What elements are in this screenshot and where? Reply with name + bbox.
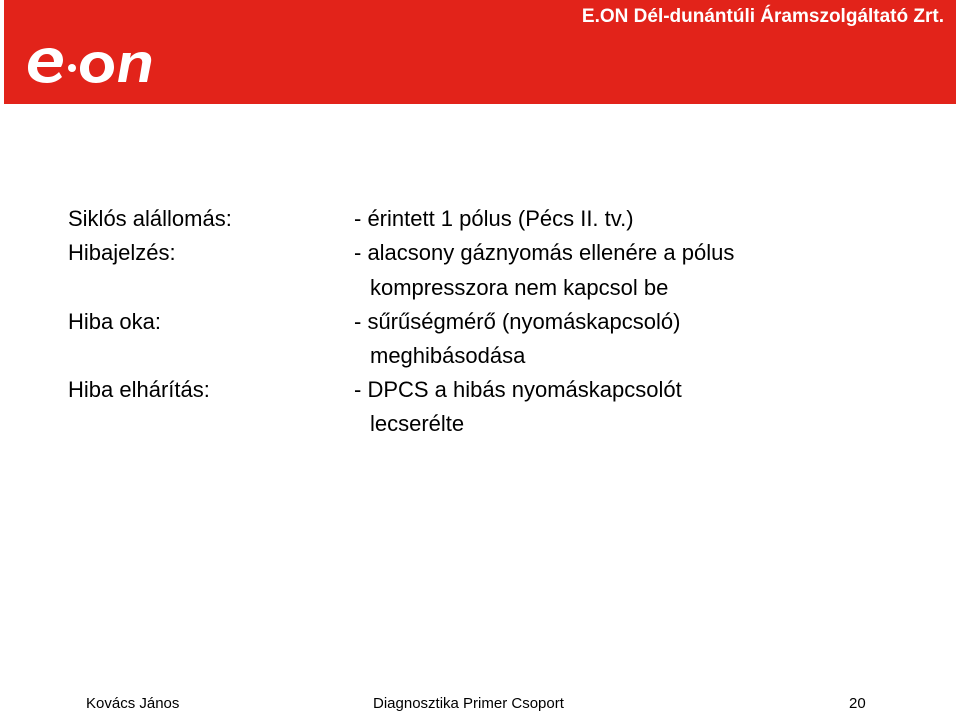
footer-author: Kovács János xyxy=(86,695,180,712)
label-fault-signal: Hibajelzés: xyxy=(68,240,176,265)
row-fault-repair xyxy=(0,373,960,407)
label-fault-repair: Hiba elhárítás: xyxy=(68,377,210,402)
header-bar xyxy=(4,0,956,104)
value-station: - érintett 1 pólus (Pécs II. tv.) xyxy=(354,206,634,231)
row-fault-cause-cont xyxy=(0,339,960,373)
value-fault-repair: - DPCS a hibás nyomáskapcsolót xyxy=(354,377,682,402)
footer-group: Diagnosztika Primer Csoport xyxy=(373,695,564,712)
eon-logo xyxy=(24,42,154,86)
label-fault-cause: Hiba oka: xyxy=(68,309,161,334)
value-fault-signal-cont: kompresszora nem kapcsol be xyxy=(370,275,669,300)
row-fault-cause xyxy=(0,305,960,339)
label-station: Siklós alállomás: xyxy=(68,206,232,231)
row-fault-signal-cont xyxy=(0,271,960,305)
value-fault-repair-cont: lecserélte xyxy=(370,411,465,436)
company-name: E.ON Dél-dunántúli Áramszolgáltató Zrt. xyxy=(581,6,944,27)
value-fault-cause: - sűrűségmérő (nyomáskapcsoló) xyxy=(354,309,681,334)
value-fault-cause-cont: meghibásodása xyxy=(370,343,526,368)
footer-page-number: 20 xyxy=(849,695,866,712)
value-fault-signal: - alacsony gáznyomás ellenére a pólus xyxy=(354,240,735,265)
row-station xyxy=(0,202,960,236)
row-fault-repair-cont xyxy=(0,407,960,441)
row-fault-signal xyxy=(0,236,960,270)
